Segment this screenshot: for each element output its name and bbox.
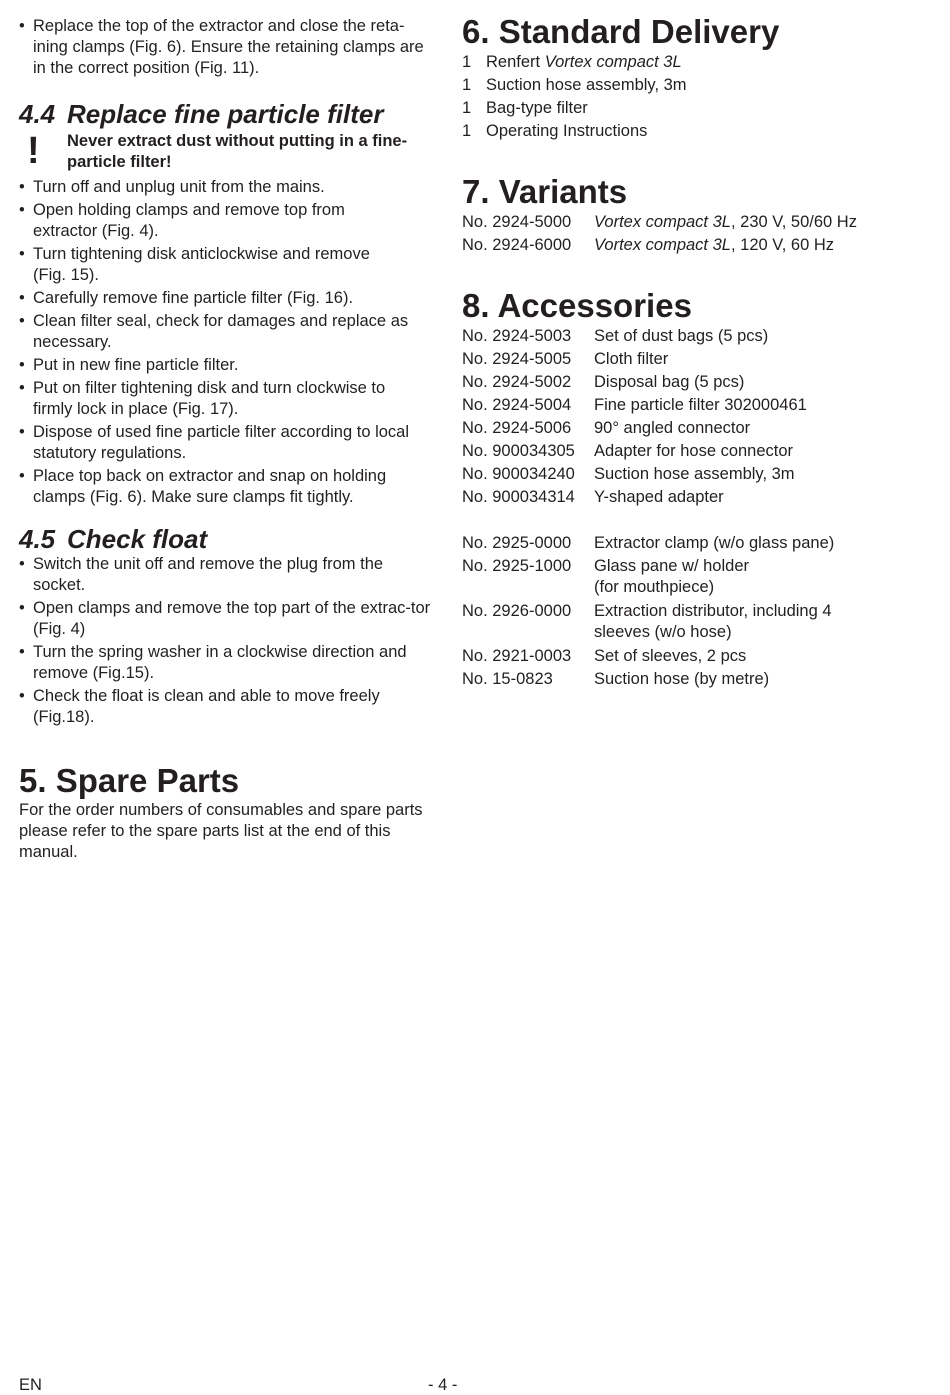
spacer [462,509,932,532]
table-row [462,645,932,668]
product-name: Vortex compact 3L [544,53,682,71]
order-number: No. 2924-5005 [462,350,572,368]
order-number: No. 2924-5000 [462,213,572,231]
page-number: - 4 - [428,1376,458,1394]
exclamation-icon: ! [27,130,40,172]
product-name: Vortex compact 3L [594,213,731,231]
item-description: Extractor clamp (w/o glass pane) [594,534,835,552]
table-row [462,486,932,509]
right-column [462,0,932,691]
order-number: No. 2924-5002 [462,373,572,391]
order-number: No. 2926-0000 [462,602,572,620]
intro-bullet-list [19,16,434,79]
list-item: • Dispose of used fine particle filter according to local statutory regulations. [19,422,443,464]
quantity: 1 [462,76,472,94]
item-text: Bag-type filter [486,99,588,117]
section-number: 4.5 [19,524,56,554]
item-description: 90° angled connector [594,419,751,437]
quantity: 1 [462,122,472,140]
section-number: 4.4 [19,99,56,129]
item-description: Fine particle filter 302000461 [594,396,807,414]
item-text: Suction hose assembly, 3m [486,76,687,94]
quantity: 1 [462,53,472,71]
list-item: • Place top back on extractor and snap on holding clamps (Fig. 6). Make sure clamps fit tightly. [19,466,408,508]
item-description: Y-shaped adapter [594,488,724,506]
table-row [462,325,932,348]
item-text: Operating Instructions [486,122,648,140]
list-item: • Turn off and unplug unit from the mains. [19,177,434,198]
table-row [462,234,932,257]
item-description: Extraction distributor, including 4 sleeves (w/o hose) [594,602,832,641]
warning-notice [19,131,434,173]
order-number: No. 900034314 [462,488,575,506]
list-item [462,120,932,143]
order-number: No. 900034305 [462,442,575,460]
item-description: Adapter for hose connector [594,442,794,460]
list-item: • Switch the unit off and remove the plug from the socket. [19,554,413,596]
section-5-heading: 5. Spare Parts [19,762,240,799]
order-number: No. 2924-6000 [462,236,572,254]
section-4-4-steps [19,177,434,508]
left-column [19,0,434,863]
section-8-heading: 8. Accessories [462,287,692,324]
table-row [462,532,932,555]
order-number: No. 2921-0003 [462,647,572,665]
order-number: No. 2924-5006 [462,419,572,437]
variants-list [462,211,932,257]
list-item: • Put on filter tightening disk and turn clockwise to firmly lock in place (Fig. 17). [19,378,408,420]
item-description: Suction hose assembly, 3m [594,465,795,483]
list-item: • Check the float is clean and able to move freely (Fig.18). [19,686,413,728]
list-item: • Turn the spring washer in a clockwise direction and remove (Fig.15). [19,642,443,684]
list-item [462,51,932,74]
table-row [462,417,932,440]
product-name: Vortex compact 3L [594,236,731,254]
list-item: • Carefully remove fine particle filter (Fig. 16). [19,288,434,309]
standard-delivery-list [462,51,932,143]
accessories-list [462,325,932,691]
table-row [462,394,932,417]
list-item: • Clean filter seal, check for damages and replace as necessary. [19,311,433,353]
language-code: EN [19,1376,42,1394]
table-row [462,555,932,598]
list-item [462,97,932,120]
table-row [462,463,932,486]
section-7-heading: 7. Variants [462,173,628,210]
item-description: Cloth filter [594,350,669,368]
warning-text: Never extract dust without putting in a fine-particle filter! [67,132,408,171]
table-row [462,348,932,371]
order-number: No. 15-0823 [462,670,553,688]
section-5-text: For the order numbers of consumables and spare parts please refer to the spare parts list at the end of this manual. [19,801,423,861]
item-text: Renfert [486,53,545,71]
list-item: • Open holding clamps and remove top from extractor (Fig. 4). [19,200,373,242]
order-number: No. 900034240 [462,465,575,483]
order-number: No. 2924-5003 [462,327,572,345]
variant-spec: , 230 V, 50/60 Hz [730,213,857,231]
table-row [462,668,932,691]
section-6-heading: 6. Standard Delivery [462,13,780,50]
order-number: No. 2924-5004 [462,396,572,414]
table-row [462,440,932,463]
table-row [462,371,932,394]
item-description: Set of sleeves, 2 pcs [594,647,747,665]
item-description: Set of dust bags (5 pcs) [594,327,769,345]
table-row [462,211,932,234]
list-item: • Replace the top of the extractor and close the reta-ining clamps (Fig. 6). Ensure the retaining clamps are in the correct position (Fig. 11). [19,16,433,79]
order-number: No. 2925-1000 [462,557,572,575]
list-item: • Open clamps and remove the top part of the extrac-tor (Fig. 4) [19,598,443,640]
section-4-4-heading [19,99,434,129]
order-number: No. 2925-0000 [462,534,572,552]
section-title: Replace fine particle filter [67,99,384,129]
list-item [462,74,932,97]
item-description: Disposal bag (5 pcs) [594,373,745,391]
section-4-5-steps [19,554,434,728]
list-item: • Put in new fine particle filter. [19,355,434,376]
section-4-5-heading [19,524,434,554]
item-description: Suction hose (by metre) [594,670,770,688]
table-row [462,600,932,643]
list-item: • Turn tightening disk anticlockwise and remove (Fig. 15). [19,244,403,286]
item-description: Glass pane w/ holder (for mouthpiece) [594,557,750,596]
quantity: 1 [462,99,472,117]
section-title: Check float [67,524,208,554]
variant-spec: , 120 V, 60 Hz [730,236,835,254]
